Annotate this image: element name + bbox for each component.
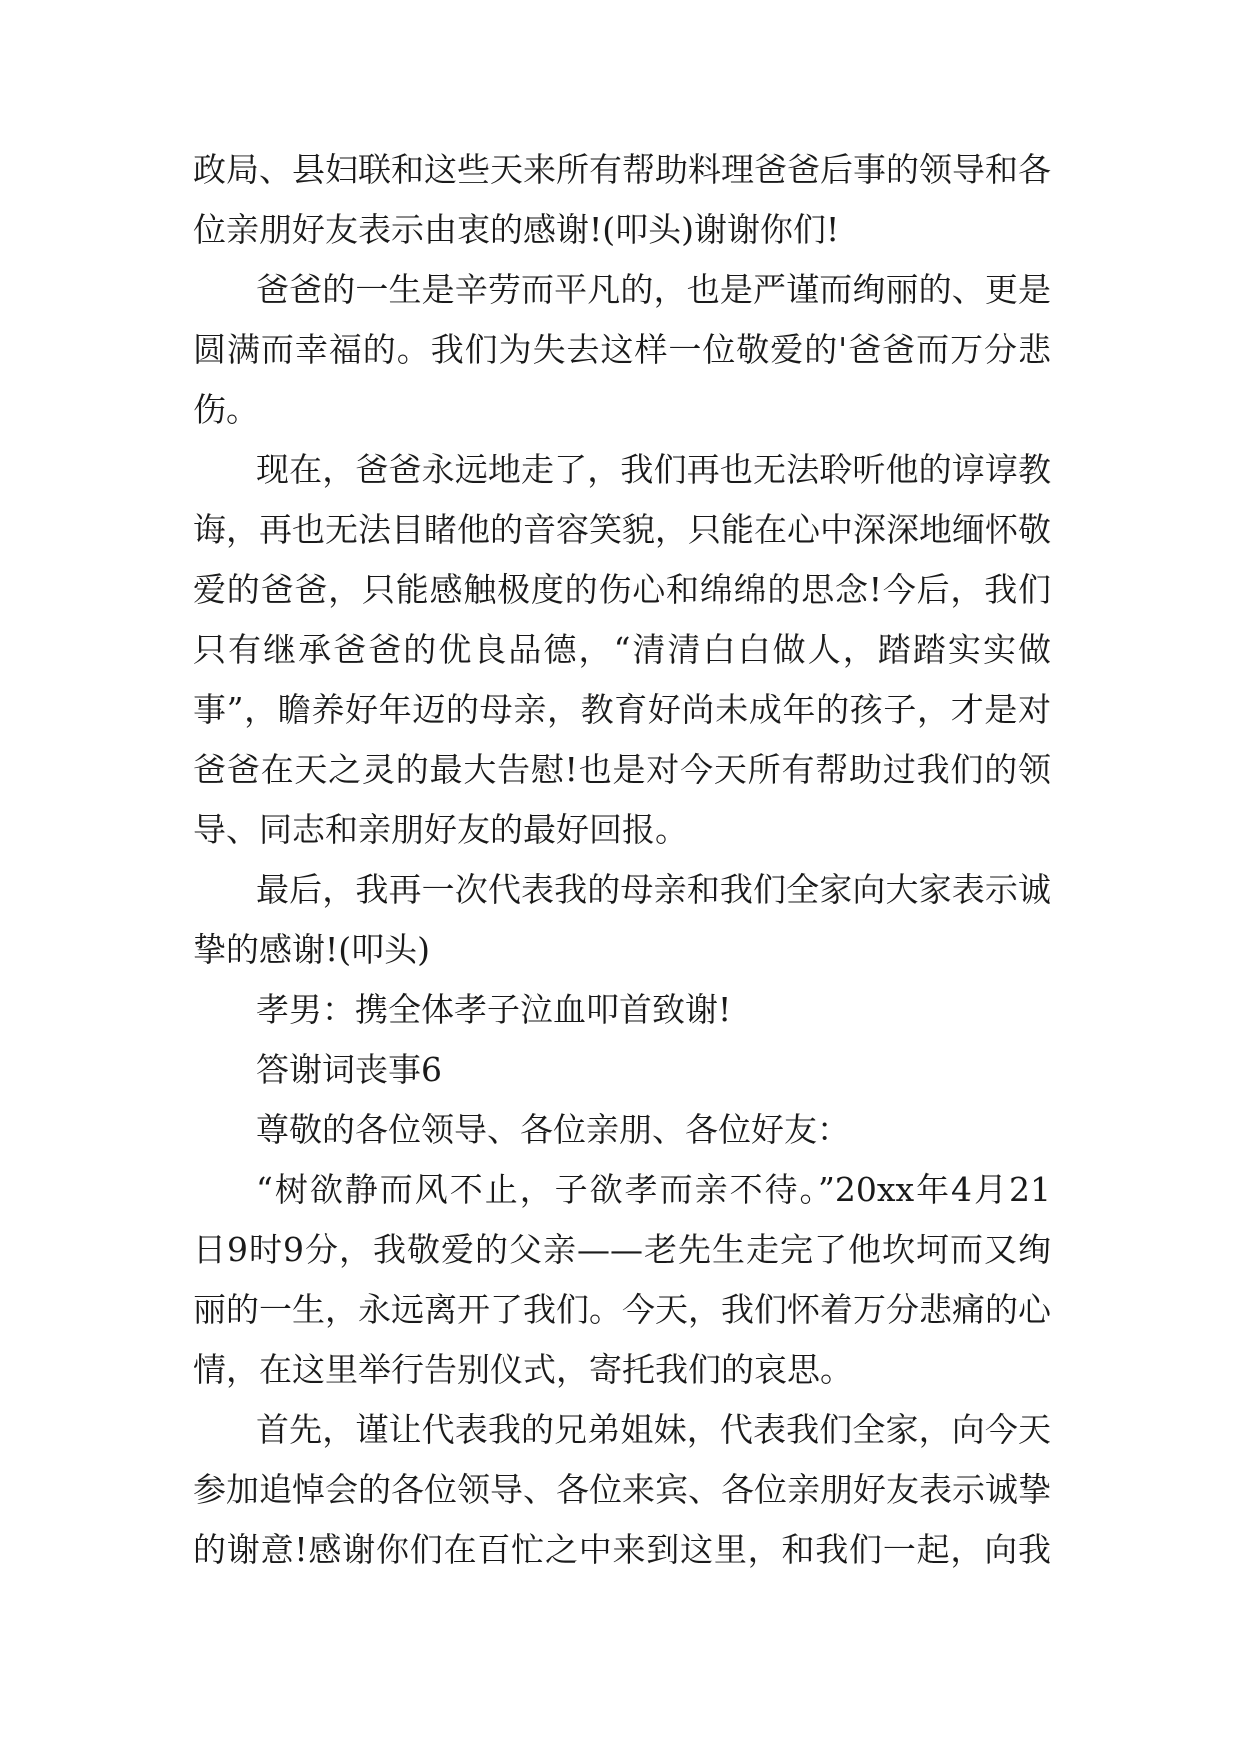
body-text-line: 丽的一生，永远离开了我们。今天，我们怀着万分悲痛的心	[193, 1290, 1051, 1329]
body-text-line: 事”，瞻养好年迈的母亲，教育好尚未成年的孩子，才是对	[193, 690, 1051, 729]
body-text-line: 日9时9分，我敬爱的父亲——老先生走完了他坎坷而又绚	[193, 1230, 1051, 1269]
body-text-line: 只有继承爸爸的优良品德，“清清白白做人，踏踏实实做	[193, 630, 1051, 669]
section-heading: 答谢词丧事6	[256, 1050, 442, 1089]
body-text-line: 诲，再也无法目睹他的音容笑貌，只能在心中深深地缅怀敬	[193, 510, 1051, 549]
paragraph-first-line: 爸爸的一生是辛劳而平凡的，也是严谨而绚丽的、更是	[256, 270, 1051, 309]
paragraph-first-line: 现在，爸爸永远地走了，我们再也无法聆听他的谆谆教	[256, 450, 1051, 489]
body-text-line: 位亲朋好友表示由衷的感谢!(叩头)谢谢你们!	[193, 210, 840, 249]
body-text-line: 参加追悼会的各位领导、各位来宾、各位亲朋好友表示诚挚	[193, 1470, 1051, 1509]
body-text-line: 政局、县妇联和这些天来所有帮助料理爸爸后事的领导和各	[193, 150, 1051, 189]
paragraph-first-line: 首先，谨让代表我的兄弟姐妹，代表我们全家，向今天	[256, 1410, 1051, 1449]
body-text-line: 挚的感谢!(叩头)	[193, 930, 431, 969]
body-text-line: 情，在这里举行告别仪式，寄托我们的哀思。	[193, 1350, 853, 1389]
body-text-line: 的谢意!感谢你们在百忙之中来到这里，和我们一起，向我	[193, 1530, 1051, 1569]
paragraph-first-line: 最后，我再一次代表我的母亲和我们全家向大家表示诚	[256, 870, 1051, 909]
signature-line: 孝男：携全体孝子泣血叩首致谢!	[256, 990, 732, 1029]
body-text-line: 爸爸在天之灵的最大告慰!也是对今天所有帮助过我们的领	[193, 750, 1051, 789]
body-text-line: 导、同志和亲朋好友的最好回报。	[193, 810, 688, 849]
salutation-line: 尊敬的各位领导、各位亲朋、各位好友：	[256, 1110, 850, 1149]
body-text-line: 圆满而幸福的。我们为失去这样一位敬爱的'爸爸而万分悲	[193, 330, 1051, 369]
paragraph-first-line: “树欲静而风不止，子欲孝而亲不待。”20xx年4月21	[256, 1170, 1051, 1209]
body-text-line: 伤。	[193, 390, 259, 429]
body-text-line: 爱的爸爸，只能感触极度的伤心和绵绵的思念!今后，我们	[193, 570, 1051, 609]
